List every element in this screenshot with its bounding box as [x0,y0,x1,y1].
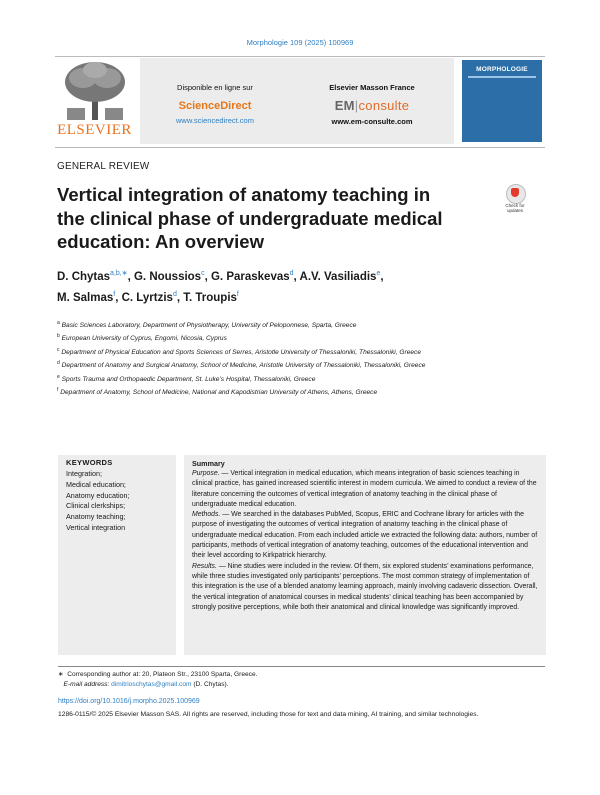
journal-cover-image [462,60,542,142]
keywords-panel [58,455,176,655]
sciencedirect-column [140,83,290,125]
emconsulte-column [290,83,454,126]
author-line: D. Chytas$^{a,b,∗}$, G. Noussios$^c$, G. Paraskevas$^d$, A.V. Vasiliadis$^e$, [57,270,384,283]
publisher-panel [140,58,454,144]
author-name: M. Salmas [57,292,114,305]
emconsulte-link[interactable]: www.em-consulte.com [331,117,413,126]
author-affil-sup[interactable]: e [376,270,381,277]
cover-stripe [468,76,536,78]
journal-reference[interactable]: Morphologie 109 (2025) 100969 [246,38,354,47]
author-line: M. Salmas$^f$, C. Lyrtzis$^d$, T. Troupis$^f$ [57,291,239,305]
abstract-panel [184,455,546,655]
affiliations [57,318,457,398]
elsevier-wordmark: ELSEVIER [57,122,132,138]
keywords-title: KEYWORDS [66,458,113,467]
doi-link[interactable]: https://doi.org/10.1016/j.morpho.2025.100969 [58,698,200,705]
author-affil-sup[interactable]: c [201,270,205,277]
section-label: GENERAL REVIEW [57,161,150,172]
sciencedirect-logo: ScienceDirect [178,100,252,112]
author-name: C. Lyrtzis [121,292,173,305]
sciencedirect-link[interactable]: www.sciencedirect.com [176,116,254,125]
abstract-purpose: Purpose. — Vertical integration in medical education, which means integration of basic sciences teaching in clinical practice, has gained increased scientific interest in modern curricula. We aimed to conduct a review of the literature concerning the outcomes of vertical integration of anatomy teaching in the clinical phase of undergraduate medical education. [192,470,537,508]
author-affil-sup[interactable]: f [236,291,239,299]
abstract-methods: Methods. — We searched in the databases PubMed, Scopus, ERIC and Cochrane library for articles with the purpose of investigating the outcomes of vertical integration of anatomy teaching in the clinical phase of undergraduate medical education. From each included article we extracted the following data: authors, number of participants, methods of vertical integration of anatomy teaching, outcomes of the educational intervention and their level according to Kirkpatrick hierarchy. [192,511,538,560]
corresponding-author-footnote [58,670,257,689]
publisher-label: Elsevier Masson France [329,83,415,92]
author-affil-sup[interactable]: d [289,270,294,277]
keyword-item: Medical education; [66,479,126,489]
abstract-body [192,469,542,613]
keyword-item: Anatomy teaching; [66,512,126,522]
copyright-notice: 1286-0115/© 2025 Elsevier Masson SAS. All rights are reserved, including those for text and data mining, AI training, and similar technologies. [58,711,479,718]
affiliation-item: $^f$ Department of Anatomy, School of Medicine, National and Kapodistrian University of Athens, Athens, Greece [57,386,378,397]
affiliation-item: $^a$ Basic Sciences Laboratory, Department of Physiotherapy, University of Peloponnese, Sparta, Greece [57,320,357,330]
author-affil-sup[interactable]: f [113,291,116,299]
affiliation-item: $^e$ Sports Trauma and Orthopaedic Department, St. Luke’s Hospital, Thessaloniki, Greece [57,373,316,383]
footnote-email: E-mail address: dimitrioschytas@gmail.com (D. Chytas). [63,680,229,688]
footnote-address: ∗ Corresponding author at: 20, Plateon Str., 23100 Sparta, Greece. [58,671,258,678]
affiliation-item: $^d$ Department of Anatomy and Surgical Anatomy, School of Medicine, Aristotle University of Thessaloniki, Thessaloniki, Greece [57,360,426,370]
available-label: Disponible en ligne sur [177,83,253,92]
keyword-item: Vertical integration [66,522,126,532]
author-name: G. Paraskevas [210,270,290,283]
author-name: T. Troupis [183,292,237,305]
author-name: A.V. Vasiliadis [299,270,377,283]
keyword-item: Anatomy education; [66,490,130,500]
title-line: education: An overview [57,231,264,252]
author-name: D. Chytas [57,270,111,283]
elsevier-logo [57,60,132,142]
abstract-results: Results. — Nine studies were included in the review. Of them, six explored students’ examinations performance, while three studies investigated only participants’ perceptions. The most common strategy of implementation of this integration is the use of a blended anatomy learning approach, mainly involving cadaveric dissection. Overall, the vertical integration of anatomical courses in medical students’ clinical teaching has been accompanied by strongly positive perceptions, while both their anatomical and clinical knowledge was significantly improved. [192,562,538,611]
author-list [57,265,497,308]
check-for-updates-badge[interactable] [503,184,529,214]
email-link[interactable]: dimitrioschytas@gmail.com [111,680,192,688]
keywords-list [66,469,130,534]
abstract-title: Summary [192,459,225,468]
author-affil-sup[interactable]: a,b,∗ [110,270,128,277]
cover-title: MORPHOLOGIE [476,66,528,73]
title-line: Vertical integration of anatomy teaching in [57,184,431,205]
author-name: G. Noussios [133,270,202,283]
affiliation-item: $^c$ Department of Physical Education and Sports Sciences of Serres, Aristotle University of Thessaloniki, Thessaloniki, Greece [57,346,421,356]
author-affil-sup[interactable]: d [172,291,177,299]
affiliation-item: $^b$ European University of Cyprus, Engomi, Nicosia, Cyprus [57,333,227,343]
keyword-item: Clinical clerkships; [66,501,126,511]
footnote-divider [58,666,545,667]
keyword-item: Integration; [66,469,102,478]
crossmark-bookmark-icon [511,188,519,197]
article-title [57,183,457,254]
elsevier-tree-icon [61,60,129,122]
emconsulte-logo: EM|consulte [334,98,410,113]
crossmark-label: Check for updates [505,203,525,213]
title-line: the clinical phase of undergraduate medical [57,207,443,229]
